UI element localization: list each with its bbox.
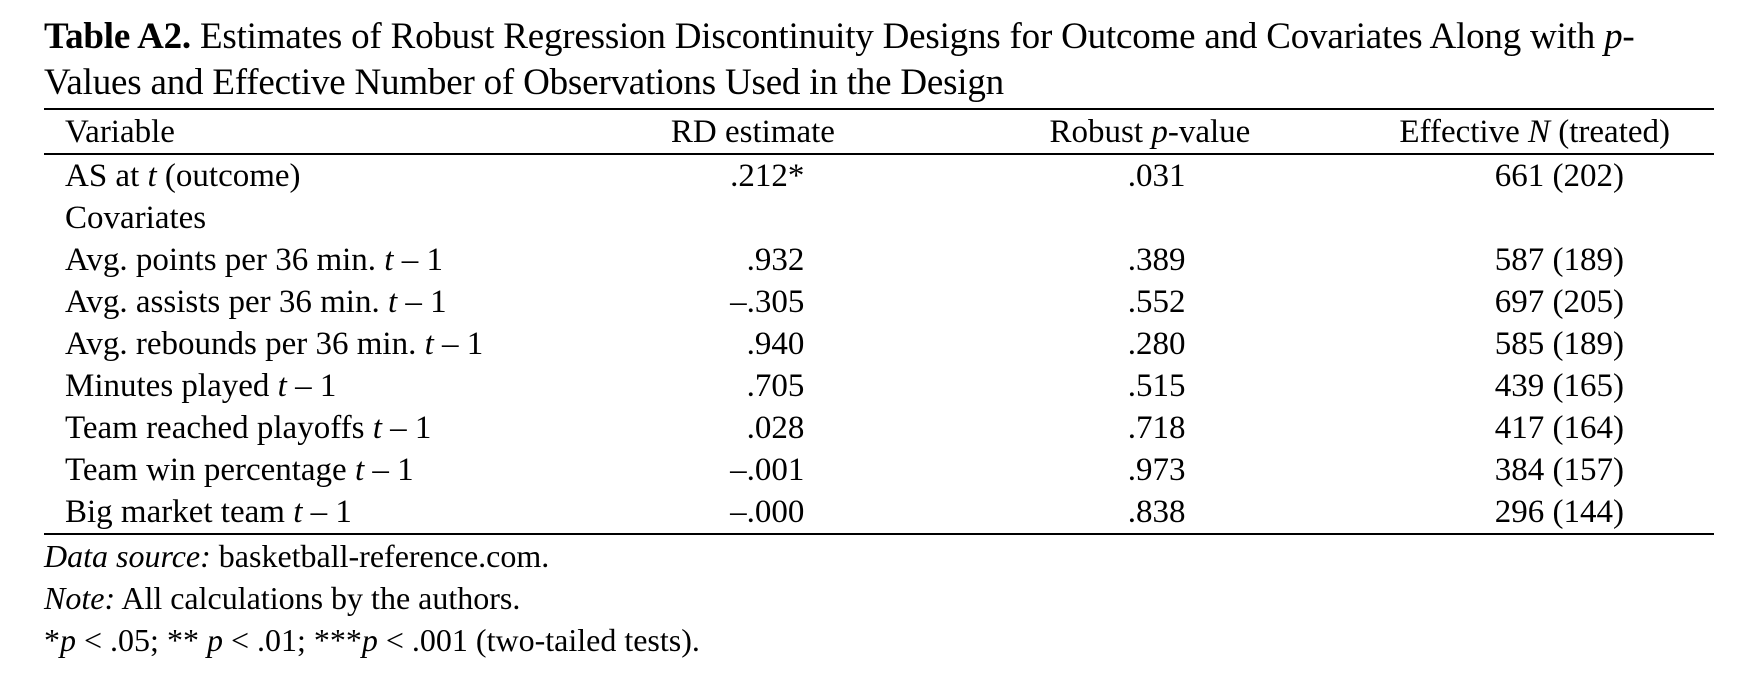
variable-label-italic: t <box>387 284 398 320</box>
variable-label-suffix: – 1 <box>433 326 484 362</box>
variable-label-italic: t <box>354 452 365 488</box>
note-text: All calculations by the authors. <box>115 580 521 616</box>
variable-label-italic: t <box>424 326 434 362</box>
sig-text-1: < .05; ** <box>76 622 207 658</box>
variable-label-suffix: – 1 <box>397 284 447 320</box>
header-row <box>44 109 1714 154</box>
cell-effective-n: 587 (189) <box>1494 242 1624 278</box>
variable-label-italic: t <box>293 494 303 530</box>
table-row <box>44 239 1714 281</box>
cell-rd-estimate: .028 <box>746 410 805 446</box>
variable-label-suffix: – 1 <box>302 494 352 530</box>
variable-label: Avg. rebounds per 36 min. <box>65 326 425 362</box>
cell-robust-p-value: .280 <box>1127 326 1186 362</box>
table-row <box>44 197 1714 239</box>
cell-variable <box>44 407 561 449</box>
cell-variable <box>44 239 561 281</box>
data-source-label: Data source: <box>44 538 211 574</box>
variable-label: Covariates <box>65 200 207 236</box>
variable-label: Team reached playoffs <box>65 410 373 446</box>
sig-text-3: < .001 (two-tailed tests). <box>377 622 700 658</box>
table-row <box>44 323 1714 365</box>
header-robust-p-suffix: -value <box>1167 113 1251 150</box>
header-robust-p-prefix: Robust <box>1049 113 1152 150</box>
header-robust-p-italic: p <box>1151 113 1168 150</box>
variable-label: Minutes played <box>65 368 278 404</box>
cell-rd-estimate: .940 <box>746 326 805 362</box>
table-caption-text: Estimates of Robust Regression Discontinuity Designs for Outcome and Covariates Along with <box>190 16 1605 57</box>
variable-label: Avg. points per 36 min. <box>65 242 385 278</box>
table-caption <box>44 14 1714 106</box>
cell-robust-p-value: .838 <box>1127 494 1186 530</box>
table-row <box>44 365 1714 407</box>
table-row <box>44 407 1714 449</box>
cell-variable <box>44 281 561 323</box>
variable-label: AS at <box>65 158 148 194</box>
significance-note <box>44 619 1714 661</box>
header-effective-n <box>1355 109 1714 154</box>
cell-rd-estimate: .212* <box>730 158 805 194</box>
estimates-table <box>44 108 1714 535</box>
cell-variable <box>44 197 561 239</box>
data-source-text: basketball-reference.com. <box>210 538 550 574</box>
cell-robust-p-value: .031 <box>1127 158 1186 194</box>
cell-effective-n: 697 (205) <box>1494 284 1624 320</box>
cell-rd-estimate: –.001 <box>730 452 805 488</box>
variable-label-italic: t <box>277 368 287 404</box>
cell-robust-p-value: .515 <box>1127 368 1186 404</box>
cell-variable <box>44 491 561 534</box>
cell-effective-n: 296 (144) <box>1494 494 1624 530</box>
cell-rd-estimate: .932 <box>746 242 805 278</box>
table-notes <box>44 535 1714 661</box>
cell-effective-n: 417 (164) <box>1494 410 1624 446</box>
cell-effective-n: 661 (202) <box>1494 158 1624 194</box>
table-caption-italic-p: p <box>1604 16 1623 57</box>
variable-label-suffix: (outcome) <box>156 158 301 194</box>
paper-page <box>44 14 1714 661</box>
cell-robust-p-value: .973 <box>1127 452 1186 488</box>
cell-robust-p-value: .718 <box>1127 410 1186 446</box>
cell-rd-estimate: –.000 <box>730 494 805 530</box>
sig-p-1: p <box>60 622 76 658</box>
table-header <box>44 109 1714 154</box>
sig-text-2: < .01; *** <box>222 622 362 658</box>
header-effective-n-suffix: (treated) <box>1550 113 1671 150</box>
table-row <box>44 154 1714 197</box>
cell-robust-p-value: .552 <box>1127 284 1186 320</box>
cell-effective-n: 384 (157) <box>1494 452 1624 488</box>
header-effective-n-italic: N <box>1528 113 1551 150</box>
table-row <box>44 281 1714 323</box>
variable-label-italic: t <box>384 242 394 278</box>
variable-label-suffix: – 1 <box>393 242 443 278</box>
variable-label-italic: t <box>147 158 157 194</box>
table-caption-label: Table A2. <box>44 16 191 57</box>
authors-note <box>44 577 1714 619</box>
note-label: Note: <box>44 580 116 616</box>
cell-effective-n: 439 (165) <box>1494 368 1624 404</box>
header-rd-estimate: RD estimate <box>670 113 835 150</box>
cell-variable <box>44 323 561 365</box>
cell-effective-n <box>1355 197 1714 239</box>
header-variable: Variable <box>65 113 175 150</box>
cell-rd-estimate: –.305 <box>730 284 805 320</box>
table-caption-text-end: -Values and Effective Number of Observations Used in the Design <box>44 16 1635 103</box>
data-source-note <box>44 535 1714 577</box>
header-robust-p-value <box>944 109 1355 154</box>
variable-label-suffix: – 1 <box>364 452 414 488</box>
sig-p-3: p <box>361 622 378 658</box>
sig-p-2: p <box>206 622 223 658</box>
cell-robust-p-value: .389 <box>1127 242 1186 278</box>
sig-stars-1: * <box>44 622 60 658</box>
cell-robust-p-value <box>944 197 1355 239</box>
cell-variable <box>44 449 561 491</box>
cell-rd-estimate: .705 <box>746 368 805 404</box>
variable-label: Avg. assists per 36 min. <box>65 284 388 320</box>
variable-label-suffix: – 1 <box>286 368 337 404</box>
cell-effective-n: 585 (189) <box>1494 326 1624 362</box>
header-effective-n-prefix: Effective <box>1399 113 1528 150</box>
variable-label-suffix: – 1 <box>381 410 432 446</box>
table-row <box>44 491 1714 534</box>
variable-label: Team win percentage <box>65 452 355 488</box>
cell-variable <box>44 365 561 407</box>
cell-rd-estimate <box>561 197 944 239</box>
table-row <box>44 449 1714 491</box>
variable-label: Big market team <box>65 494 294 530</box>
variable-label-italic: t <box>372 410 382 446</box>
cell-variable <box>44 154 561 197</box>
table-body <box>44 154 1714 534</box>
